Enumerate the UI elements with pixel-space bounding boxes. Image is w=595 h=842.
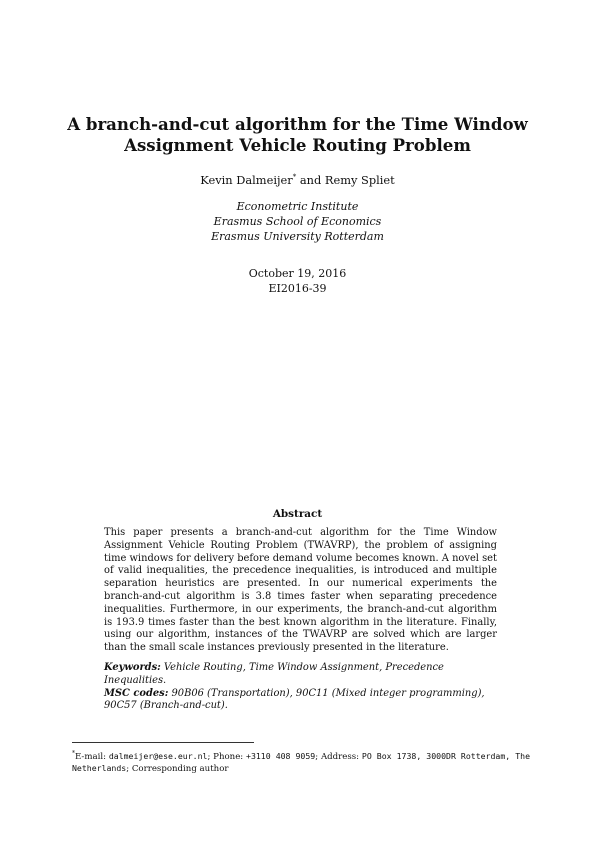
title-line-2: Assignment Vehicle Routing Problem — [124, 135, 471, 155]
phone-label: ; Phone: — [207, 751, 247, 762]
publication-date: October 19, 2016 — [248, 267, 347, 280]
msc-text: 90B06 (Transportation), 90C11 (Mixed integer programming), 90C57 (Branch-and-cut). — [104, 687, 488, 712]
address-label: ; Address: — [315, 751, 362, 762]
author-1: Kevin Dalmeijer — [200, 173, 293, 187]
abstract-text: This paper presents a branch-and-cut algorithm for the Time Window Assignment Vehicle Routing Problem (TWAVRP), the problem of assigning time windows for delivery before demand volume becomes known. A novel set of valid inequalities, the precedence inequalities, is introduced and multiple separation heuristics are presented. In our numerical experiments the branch-and-cut algorithm is 3.8 times faster when separating precedence inequalities. Furthermore, in our experiments, the branch-and-cut algorithm is 193.9 times faster than the best known algorithm in the literature. Finally, using our algorithm, instances of the TWAVRP are solved which are larger than the small scale instances previously presented in the literature. — [104, 527, 497, 654]
email-label: E-mail: — [75, 751, 109, 762]
keywords-block — [104, 662, 497, 713]
author-list — [0, 173, 595, 187]
affiliation — [0, 199, 595, 244]
title-line-1: A branch-and-cut algorithm for the Time Window — [67, 114, 528, 134]
footnote-rule — [72, 742, 254, 743]
msc-label: MSC codes: — [104, 687, 169, 699]
author-joiner: and — [296, 173, 325, 187]
footnote — [72, 748, 530, 775]
keywords-line — [104, 662, 497, 688]
footnote-mark: * — [72, 750, 75, 757]
phone-number: +3110 408 9059 — [246, 750, 316, 761]
keywords-text: Vehicle Routing, Time Window Assignment, Precedence Inequalities. — [104, 662, 448, 686]
affiliation-line-3: Erasmus University Rotterdam — [211, 230, 384, 243]
email-link[interactable]: dalmeijer@ese.eur.nl — [108, 750, 208, 761]
affiliation-line-1: Econometric Institute — [236, 200, 359, 213]
footnote-tail: ; Corresponding author — [126, 764, 229, 775]
date-block — [0, 267, 595, 296]
paper-title — [60, 114, 535, 156]
affiliation-line-2: Erasmus School of Economics — [213, 215, 382, 228]
postal-address: PO Box 1738, 3000DR Rotterdam, The Netherlands — [72, 750, 531, 774]
keywords-label: Keywords: — [104, 662, 161, 673]
msc-line — [104, 688, 497, 714]
abstract-heading: Abstract — [272, 508, 323, 520]
report-number: EI2016-39 — [268, 281, 327, 295]
author-2: Remy Spliet — [324, 173, 395, 187]
author-1-footnote-mark: * — [292, 173, 297, 182]
